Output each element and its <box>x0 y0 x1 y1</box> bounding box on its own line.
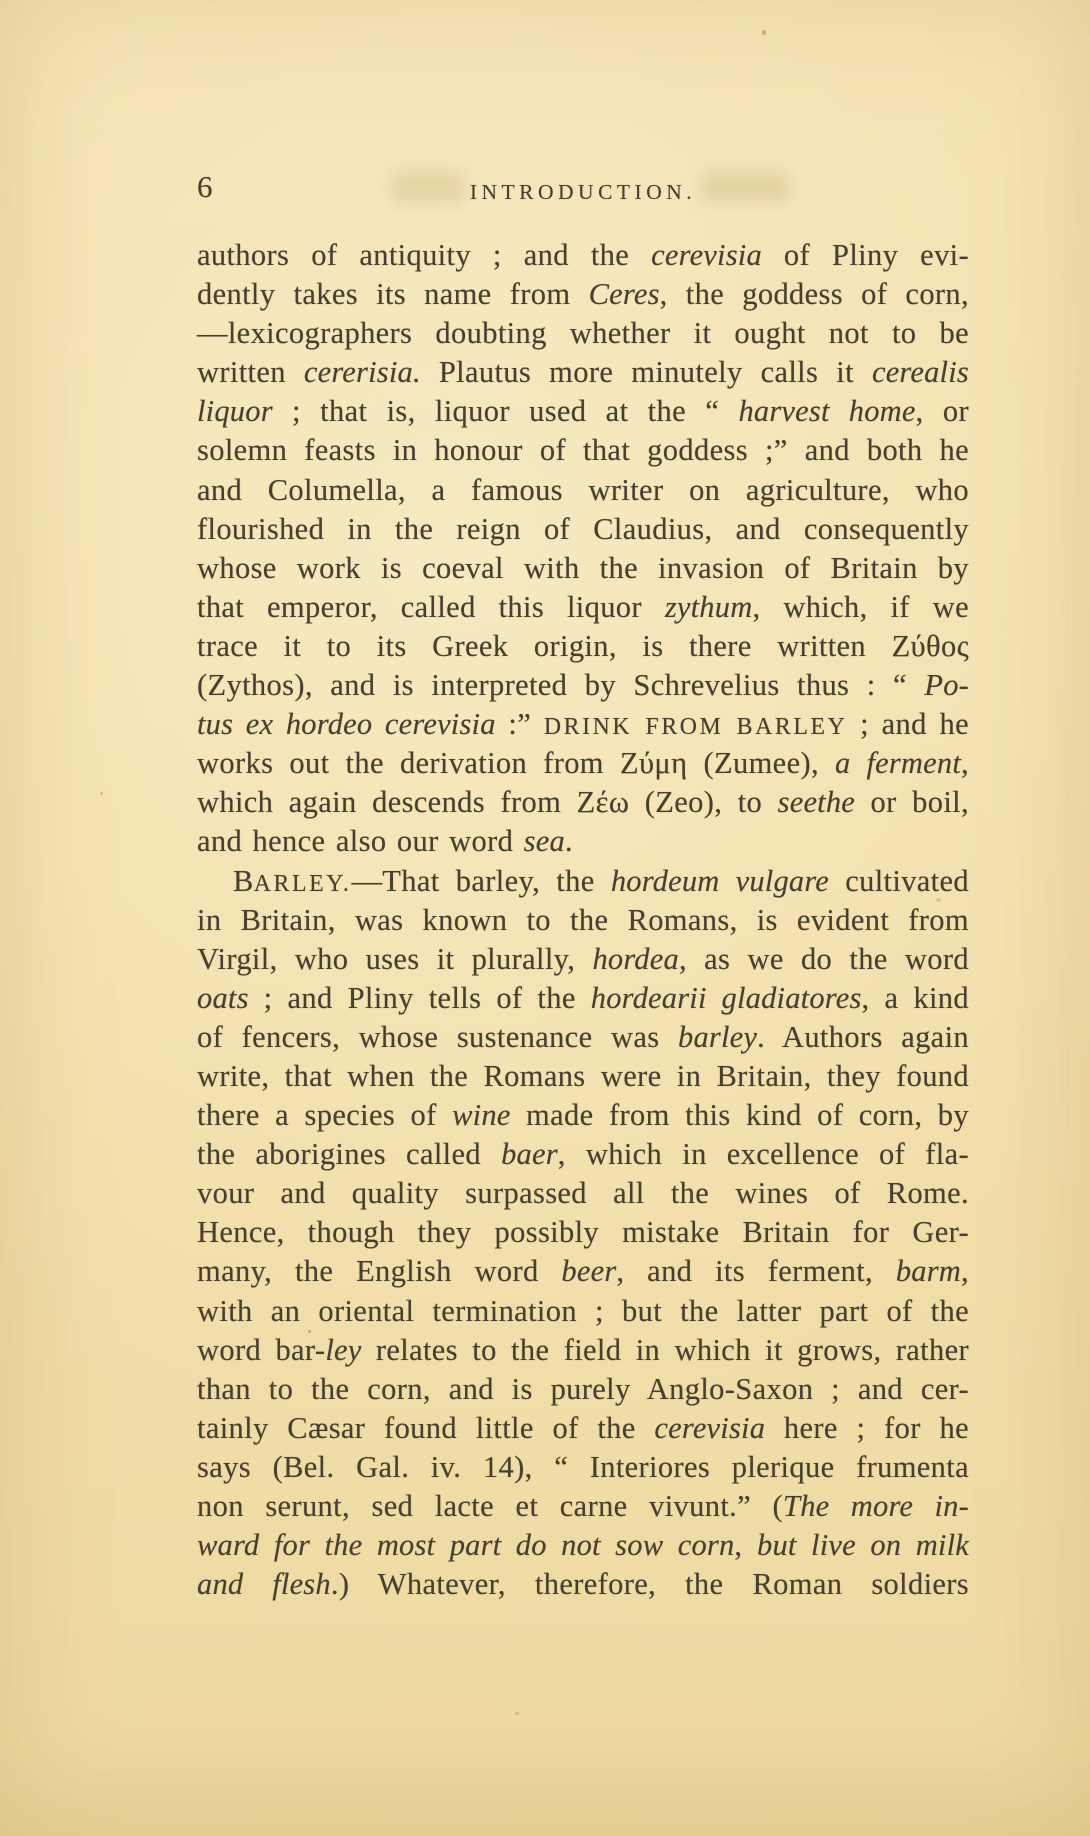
text-line: and hence also our word sea. <box>197 824 573 859</box>
paper-speck <box>515 1712 519 1715</box>
text-line: tainly Cæsar found little of the cerevisia here ; for he <box>197 1410 969 1445</box>
text-line: trace it to its Greek origin, is there written Ζύθος <box>197 628 969 663</box>
text-line: of fencers, whose sustenance was barley. Authors again <box>197 1019 969 1054</box>
text-line: non serunt, sed lacte et carne vivunt.” (The more in- <box>197 1489 969 1523</box>
text-line: tus ex hordeo cerevisia :” DRINK FROM BARLEY ; and he <box>197 707 969 742</box>
paper-speck <box>100 792 103 795</box>
text-line: Virgil, who uses it plurally, hordea, as we do the word <box>197 941 969 976</box>
text-line: dently takes its name from Ceres, the goddess of corn, <box>197 277 969 312</box>
text-line: in Britain, was known to the Romans, is evident from <box>197 902 969 937</box>
text-line: BARLEY.—That barley, the hordeum vulgare cultivated <box>233 863 969 898</box>
text-line: oats ; and Pliny tells of the hordearii gladiatores, a kind <box>197 980 970 1015</box>
text-line: vour and quality surpassed all the wines of Rome. <box>197 1176 969 1211</box>
text-line: and flesh.) Whatever, therefore, the Roman soldiers <box>197 1567 970 1602</box>
text-line: ward for the most part do not sow corn, but live on milk <box>197 1528 970 1563</box>
text-line: the aborigines called baer, which in excellence of fla- <box>197 1137 969 1172</box>
text-line: solemn feasts in honour of that goddess ;” and both he <box>197 433 969 468</box>
text-block <box>197 236 969 1604</box>
text-line: liquor ; that is, liquor used at the “ harvest home, or <box>197 394 969 429</box>
page-number: 6 <box>197 169 213 204</box>
text-line: that emperor, called this liquor zythum, which, if we <box>197 589 969 624</box>
text-line: whose work is coeval with the invasion of Britain by <box>197 550 969 585</box>
text-line: write, that when the Romans were in Britain, they found <box>197 1058 969 1093</box>
running-header: INTRODUCTION. <box>469 180 697 204</box>
text-line: and Columella, a famous writer on agriculture, who <box>197 472 969 507</box>
text-line: (Zythos), and is interpreted by Schrevelius thus : “ Po- <box>197 668 969 703</box>
text-line: which again descends from Ζέω (Zeo), to seethe or boil, <box>197 785 969 820</box>
text-line: says (Bel. Gal. iv. 14), “ Interiores plerique frumenta <box>197 1449 969 1484</box>
text-line: flourished in the reign of Claudius, and consequently <box>197 511 969 546</box>
text-line: many, the English word beer, and its ferment, barm, <box>197 1254 969 1289</box>
text-line: Hence, though they possibly mistake Britain for Ger- <box>197 1215 969 1250</box>
text-line: authors of antiquity ; and the cerevisia of Pliny evi- <box>197 238 970 272</box>
paper-speck <box>762 30 766 35</box>
text-line: works out the derivation from Ζύμη (Zumee), a ferment, <box>197 746 970 781</box>
text-line: word bar-ley relates to the field in which it grows, rather <box>197 1332 969 1367</box>
text-line: written cererisia. Plautus more minutely calls it cerealis <box>197 355 969 390</box>
text-line: with an oriental termination ; but the latter part of the <box>197 1293 969 1328</box>
text-line: there a species of wine made from this kind of corn, by <box>197 1098 969 1133</box>
text-line: than to the corn, and is purely Anglo-Saxon ; and cer- <box>197 1371 969 1406</box>
text-line: —lexicographers doubting whether it ought not to be <box>197 316 969 351</box>
